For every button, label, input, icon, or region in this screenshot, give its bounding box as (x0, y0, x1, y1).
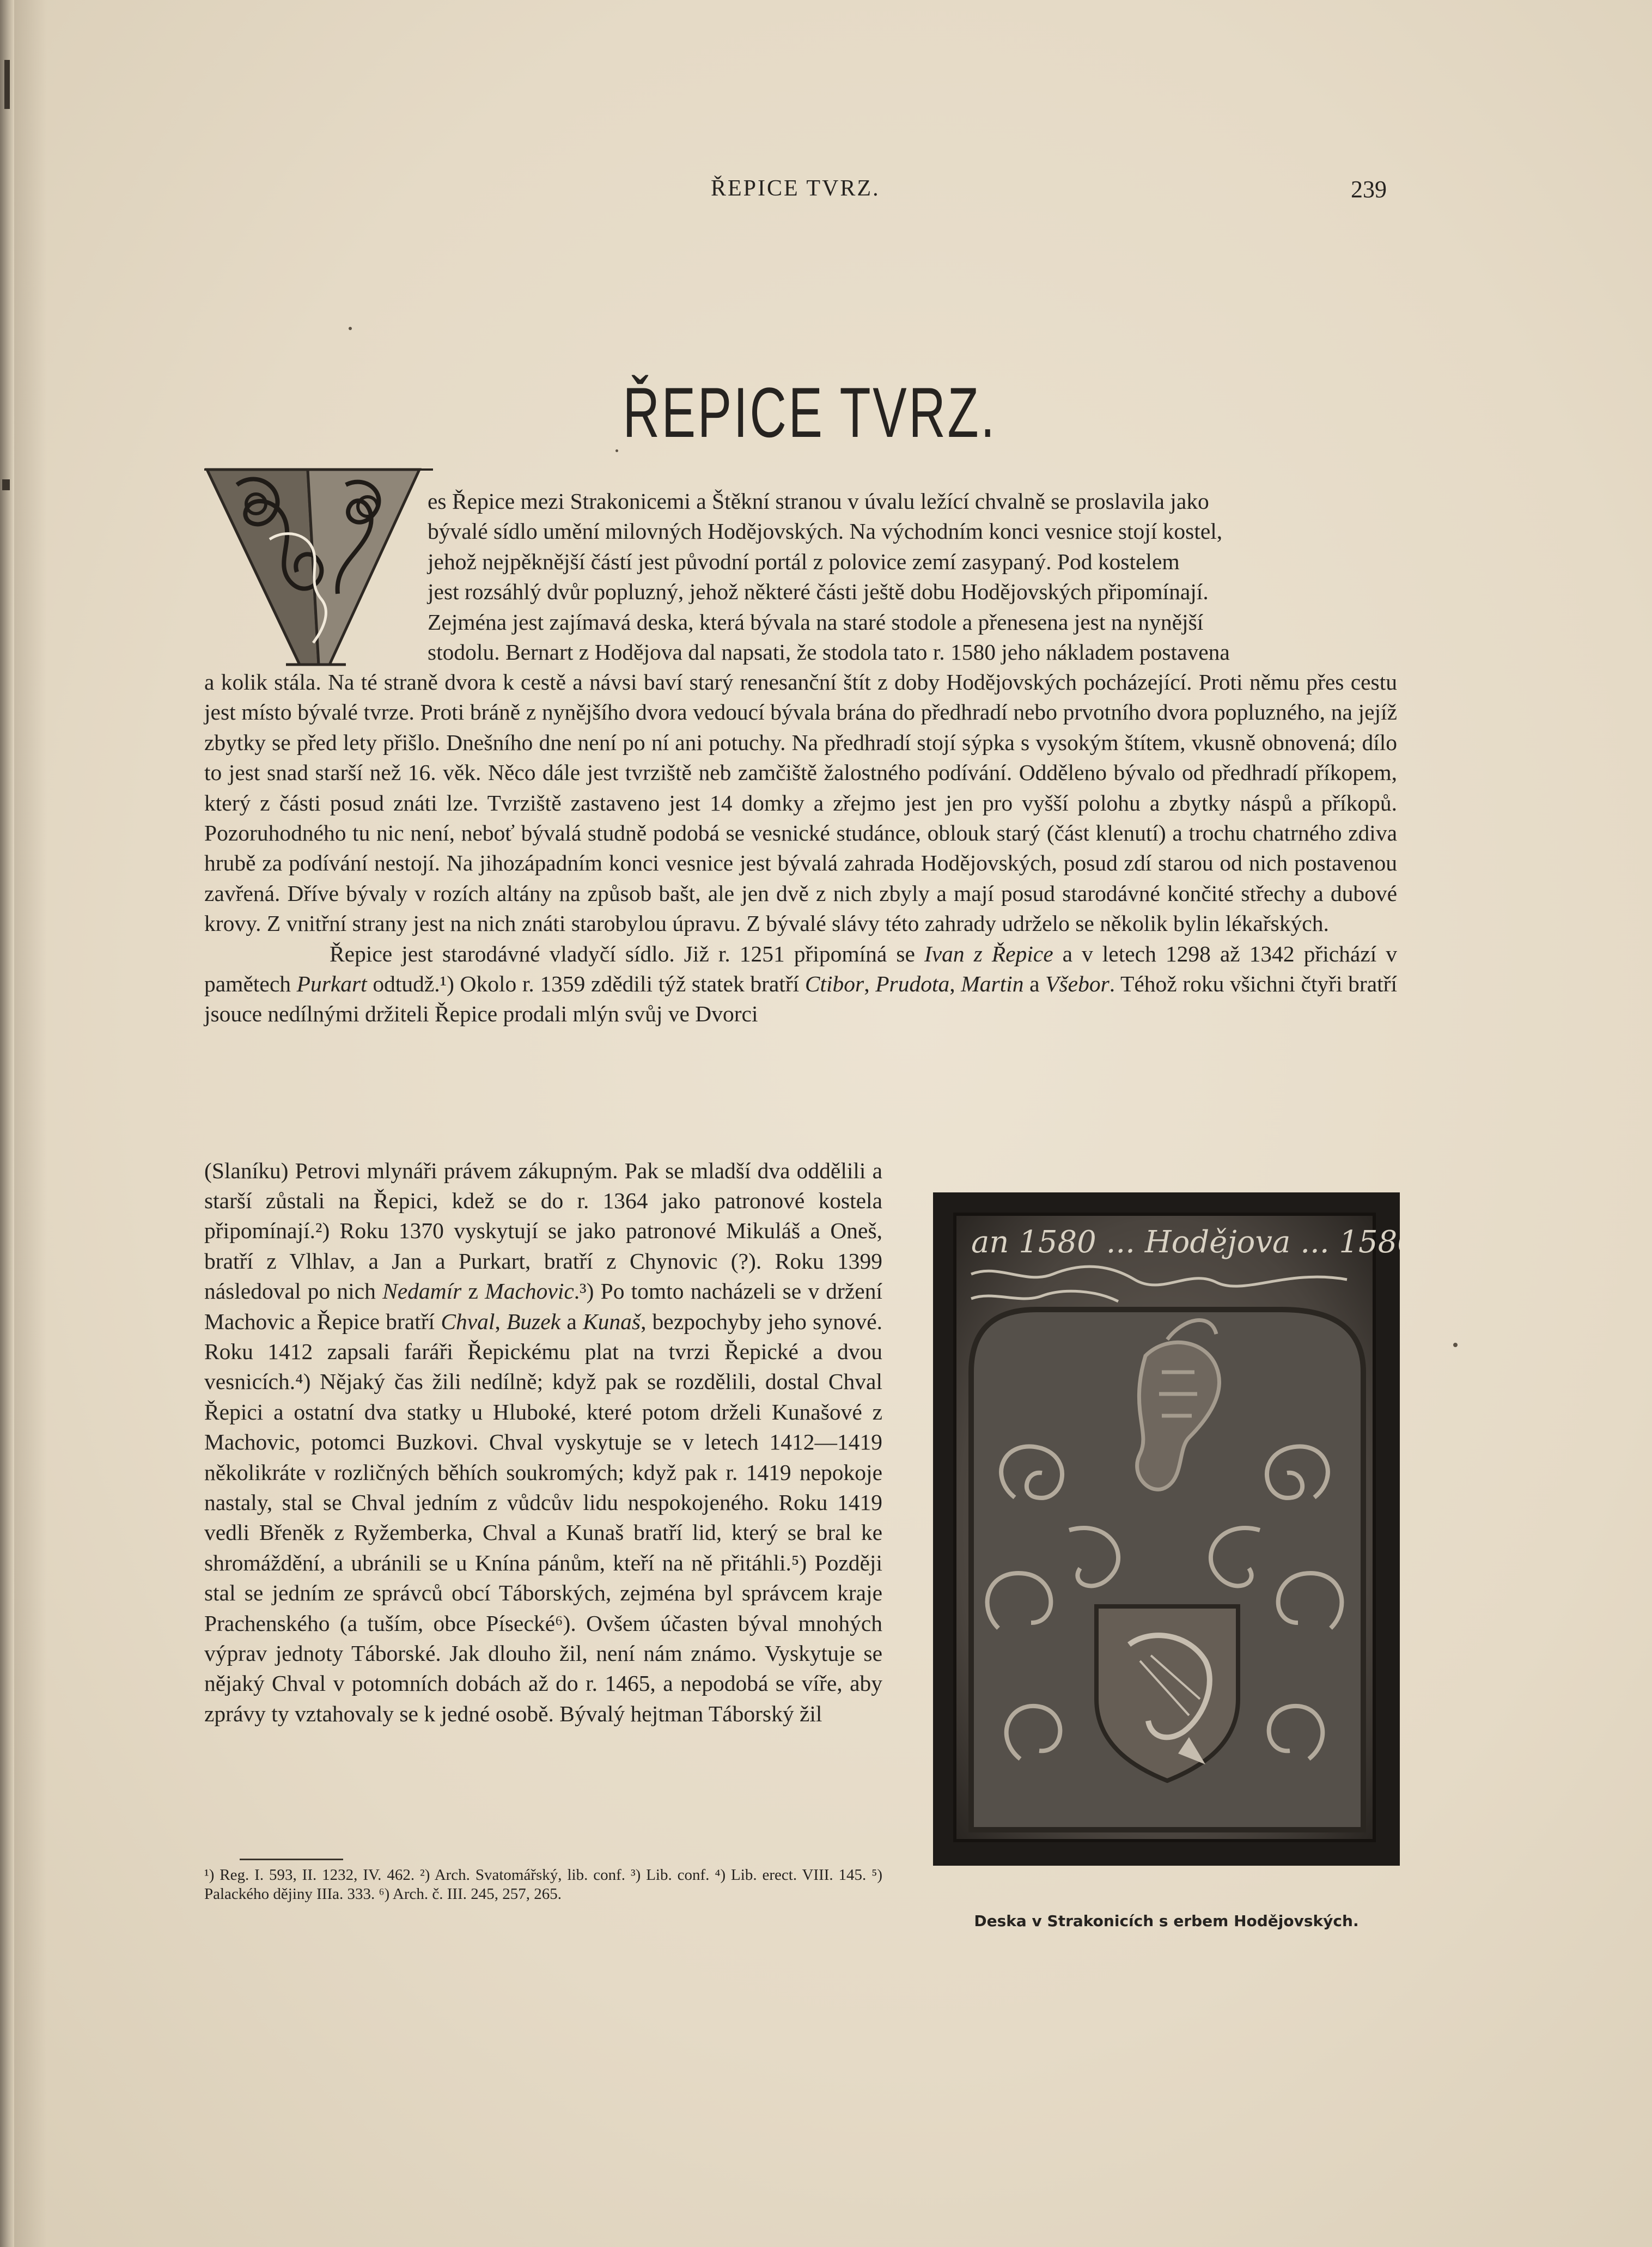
page-left-edge (0, 0, 14, 2247)
ornamental-dropcap-v (204, 463, 433, 675)
paragraph: Řepice jest starodávné vladyčí sídlo. Již r. 1251 připomíná se Ivan z Řepice a v letech 1298 až 1342 přichází v pamětech Purkart odtudž.¹) Okolo r. 1359 zdědili týž statek bratří Ctibor, Prudota, Martin a Všebor. Téhož roku všichni čtyři bratří jsouce nedílnými držiteli Řepice prodali mlýn svůj ve Dvorci (204, 941, 1398, 1027)
opening-line: stodolu. Bernart z Hodějova dal napsati, že stodola tato r. 1580 jeho nákladem postavena (428, 640, 1230, 665)
footnote-rule (240, 1859, 343, 1860)
person-name: Ivan z Řepice (924, 941, 1053, 966)
body-text-narrow-column (204, 1133, 882, 1752)
paragraph: a kolik stála. Na té straně dvora k cestě a návsi baví starý renesanční štít z doby Hodějovských pocházející. Proti němu přes cestu jest místo bývalé tvrze. Proti bráně z nynějšího dvora vedoucí bývala brána do předhradí nebo prvotního dvora popluzného, na jejíž zbytky se před lety přišlo. Dnešního dne není po ní ani potuchy. Na předhradí stojí sýpka s vysokým štítem, vkusně obnovená; dílo to jest snad starší než 16. věk. Něco dále jest tvrziště neb zamčiště žalostného podívání. Odděleno bývalo od předhradí příkopem, který z části posud znáti lze. Tvrziště zastaveno jest 14 domky a zřejmo jest jen pro vyšší polohu a zbytky náspů a příkopů. Pozoruhodného tu nic není, neboť bývalá studně podobá se vesnické studánce, oblouk starý (část klenutí) a trochu chatrného zdiva hrubě za podívání nestojí. Na jihozápadním konci vesnice jest bývalá zahrada Hodějovských, posud zdí starou od nich postavenou zavřená. Dříve bývaly v rozích altány na způsob bašt, ale jen dvě z nich zbyly a mají posud starodávné končité střechy a dubové krovy. Z vnitřní strany jest na nich znáti starobylou úpravu. Z bývalé slávy této zahrady udrželo se několik bylin lékařských. (204, 669, 1397, 936)
page-number: 239 (1351, 176, 1387, 203)
person-name: Martin (961, 971, 1024, 997)
opening-line: es Řepice mezi Strakonicemi a Štěkní stranou v úvalu ležící chvalně se proslavila jako (428, 489, 1209, 514)
person-name: Kunaš (583, 1308, 641, 1334)
paper-speck (1453, 1343, 1458, 1347)
opening-line: jehož nejpěknější částí jest původní portál z polovice zemí zasypaný. Pod kostelem (428, 549, 1180, 574)
opening-lines (428, 486, 1397, 667)
footnotes: ¹) Reg. I. 593, II. 1232, IV. 462. ²) Arch. Svatomářský, lib. conf. ³) Lib. conf. ⁴) Lib. erect. VIII. 145. ⁵) Palackého dějiny IIIa. 333. ⁶) Arch. č. III. 245, 257, 265. (204, 1866, 882, 1903)
figure-caption: Deska v Strakonicích s erbem Hodějovských. (974, 1912, 1359, 1930)
plaque-photograph (933, 1192, 1400, 1866)
opening-line: bývalé sídlo umění milovných Hodějovských. Na východním konci vesnice stojí kostel, (428, 519, 1223, 544)
paper-speck (615, 449, 618, 452)
person-name: Ctibor (804, 971, 864, 997)
carved-plaque-image (933, 1192, 1400, 1866)
binding-shadow (14, 0, 47, 2247)
person-name: Buzek (507, 1308, 561, 1334)
edge-mark (4, 60, 10, 109)
body-text-full-width (204, 667, 1397, 1030)
opening-line: jest rozsáhlý dvůr popluzný, jehož některé části ještě dobu Hodějovských připomínají. (428, 579, 1209, 605)
person-name: Purkart (296, 971, 367, 997)
place-name: Machovic (485, 1278, 574, 1304)
edge-mark (2, 479, 10, 490)
person-name: Nedamír (382, 1278, 462, 1304)
running-title: ŘEPICE TVRZ. (711, 176, 880, 201)
person-name: Všebor (1045, 971, 1110, 997)
paper-speck (349, 327, 352, 330)
opening-line: Zejména jest zajímavá deska, která bývala na staré stodole a přenesena jest na nynější (428, 609, 1204, 635)
person-name: Prudota (875, 971, 950, 997)
person-name: Chval (441, 1308, 495, 1334)
article-title: ŘEPICE TVRZ. (623, 373, 997, 452)
paragraph: (Slaníku) Petrovi mlynáři právem zákupným. Pak se mladší dva oddělili a starší zůstali na Řepici, kdež se do r. 1364 jako patronové kostela připomínají.²) Roku 1370 vyskytují se jako patronové Mikuláš a Oneš, bratří z Vlhlav, a Jan a Purkart, bratří z Chynovic (?). Roku 1399 následoval po nich Nedamír z Machovic.³) Po tomto nacházeli se v držení Machovic a Řepice bratří Chval, Buzek a Kunaš, bezpochyby jeho synové. Roku 1412 zapsali faráři Řepickému plat na tvrzi Řepické a dvou vesnicích.⁴) Nějaký čas žili nedílně; když pak se rozdělili, dostal Chval Řepici a ostatní dva statky u Hluboké, které potom drželi Kunašové z Machovic, potomci Buzkovi. Chval vyskytuje se v letech 1412—1419 několikráte v rozličných běhích soukromých; když pak r. 1419 nepokoje nastaly, stal se Chval jedním z vůdcův lidu nespokojeného. Roku 1419 vedli Břeněk z Ryžemberka, Chval a Kunaš bratří lid, který se bral ke shromáždění, a ubránili se u Knína pánům, kteří na ně přitáhli.⁵) Později stal se jedním ze správců obcí Táborských, zejména byl správcem kraje Prachenského (a tuším, obce Písecké⁶). Ovšem účasten býval mnohých výprav jednoty Táborské. Jak dlouho žil, není nám známo. Vyskytuje se nějaký Chval v potomních dobách až do r. 1465, a nepodobá se víře, aby zprávy ty vztahovaly se k jedné osobě. Bývalý hejtman Táborský žil (204, 1158, 883, 1726)
plaque-inscription-text: an 1580 ... Hodějova ... 1580 (971, 1225, 1400, 1260)
